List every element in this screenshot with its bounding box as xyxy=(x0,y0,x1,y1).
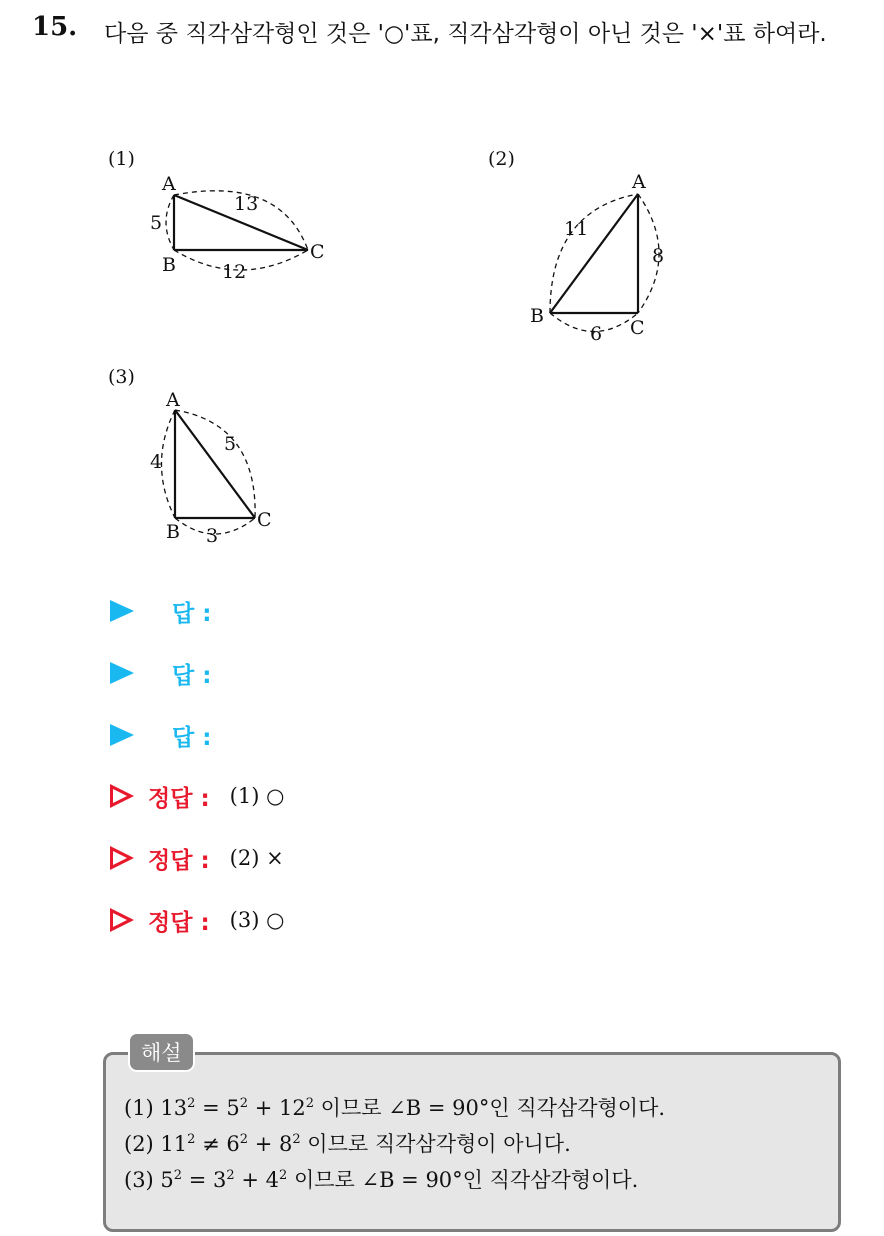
figure-2-label: (2) xyxy=(488,148,515,170)
side-ac-label: 5 xyxy=(224,433,237,455)
correct-label: 정답 : xyxy=(148,847,210,874)
correct-label: 정답 : xyxy=(148,785,210,812)
figure-2-triangle xyxy=(520,170,680,350)
side-bc-label: 6 xyxy=(590,323,603,345)
vertex-c-label: C xyxy=(257,509,272,531)
vertex-a-label: A xyxy=(166,389,180,411)
vertex-b-label: B xyxy=(530,305,544,327)
solution-line-1: (1) $13^2 = 5^2 + 12^2$ 이므로 ∠B = 90°인 직각삼각형이다. xyxy=(124,1096,666,1120)
answer-label: 답 : xyxy=(172,600,212,627)
outline-triangle-icon xyxy=(110,784,134,808)
answer-label: 답 : xyxy=(172,662,212,689)
figure-1-triangle xyxy=(140,170,340,285)
figure-1-label: (1) xyxy=(108,148,135,170)
figure-3-label: (3) xyxy=(108,366,135,388)
answer-label: 답 : xyxy=(172,724,212,751)
question-text: 다음 중 직각삼각형인 것은 '○'표, 직각삼각형이 아닌 것은 '×'표 하여라. xyxy=(104,21,827,47)
side-ac-label: 13 xyxy=(234,193,259,215)
correct-answer-row xyxy=(110,900,284,940)
correct-value: (3) ○ xyxy=(229,908,285,932)
answer-row[interactable] xyxy=(110,591,211,631)
correct-label: 정답 : xyxy=(148,909,210,936)
solution-line-3: (3) $5^2 = 3^2 + 4^2$ 이므로 ∠B = 90°인 직각삼각형이다. xyxy=(124,1168,639,1192)
vertex-b-label: B xyxy=(162,254,176,276)
question-number: 15. xyxy=(32,12,78,42)
vertex-b-label: B xyxy=(166,521,180,543)
play-icon xyxy=(110,724,134,746)
outline-triangle-icon xyxy=(110,908,134,932)
correct-answer-row xyxy=(110,776,284,816)
outline-triangle-icon xyxy=(110,846,134,870)
vertex-c-label: C xyxy=(310,241,325,263)
side-bc-label: 3 xyxy=(206,525,219,547)
figure-3-triangle xyxy=(140,388,290,548)
play-icon xyxy=(110,662,134,684)
side-ab-label: 5 xyxy=(150,212,163,234)
answer-row[interactable] xyxy=(110,653,211,693)
vertex-a-label: A xyxy=(632,171,646,193)
side-ac-label: 8 xyxy=(652,245,665,267)
answer-row[interactable] xyxy=(110,715,211,755)
play-icon xyxy=(110,600,134,622)
solution-tag: 해설 xyxy=(128,1032,195,1072)
correct-value: (1) ○ xyxy=(229,784,285,808)
correct-value: (2) × xyxy=(229,846,284,870)
correct-answer-row xyxy=(110,838,284,878)
side-ab-label: 11 xyxy=(564,218,589,240)
vertex-c-label: C xyxy=(630,317,645,339)
vertex-a-label: A xyxy=(162,173,176,195)
solution-line-2: (2) $11^2 \ne 6^2 + 8^2$ 이므로 직각삼각형이 아니다. xyxy=(124,1132,571,1156)
side-bc-label: 12 xyxy=(222,261,247,283)
side-ab-label: 4 xyxy=(150,451,163,473)
